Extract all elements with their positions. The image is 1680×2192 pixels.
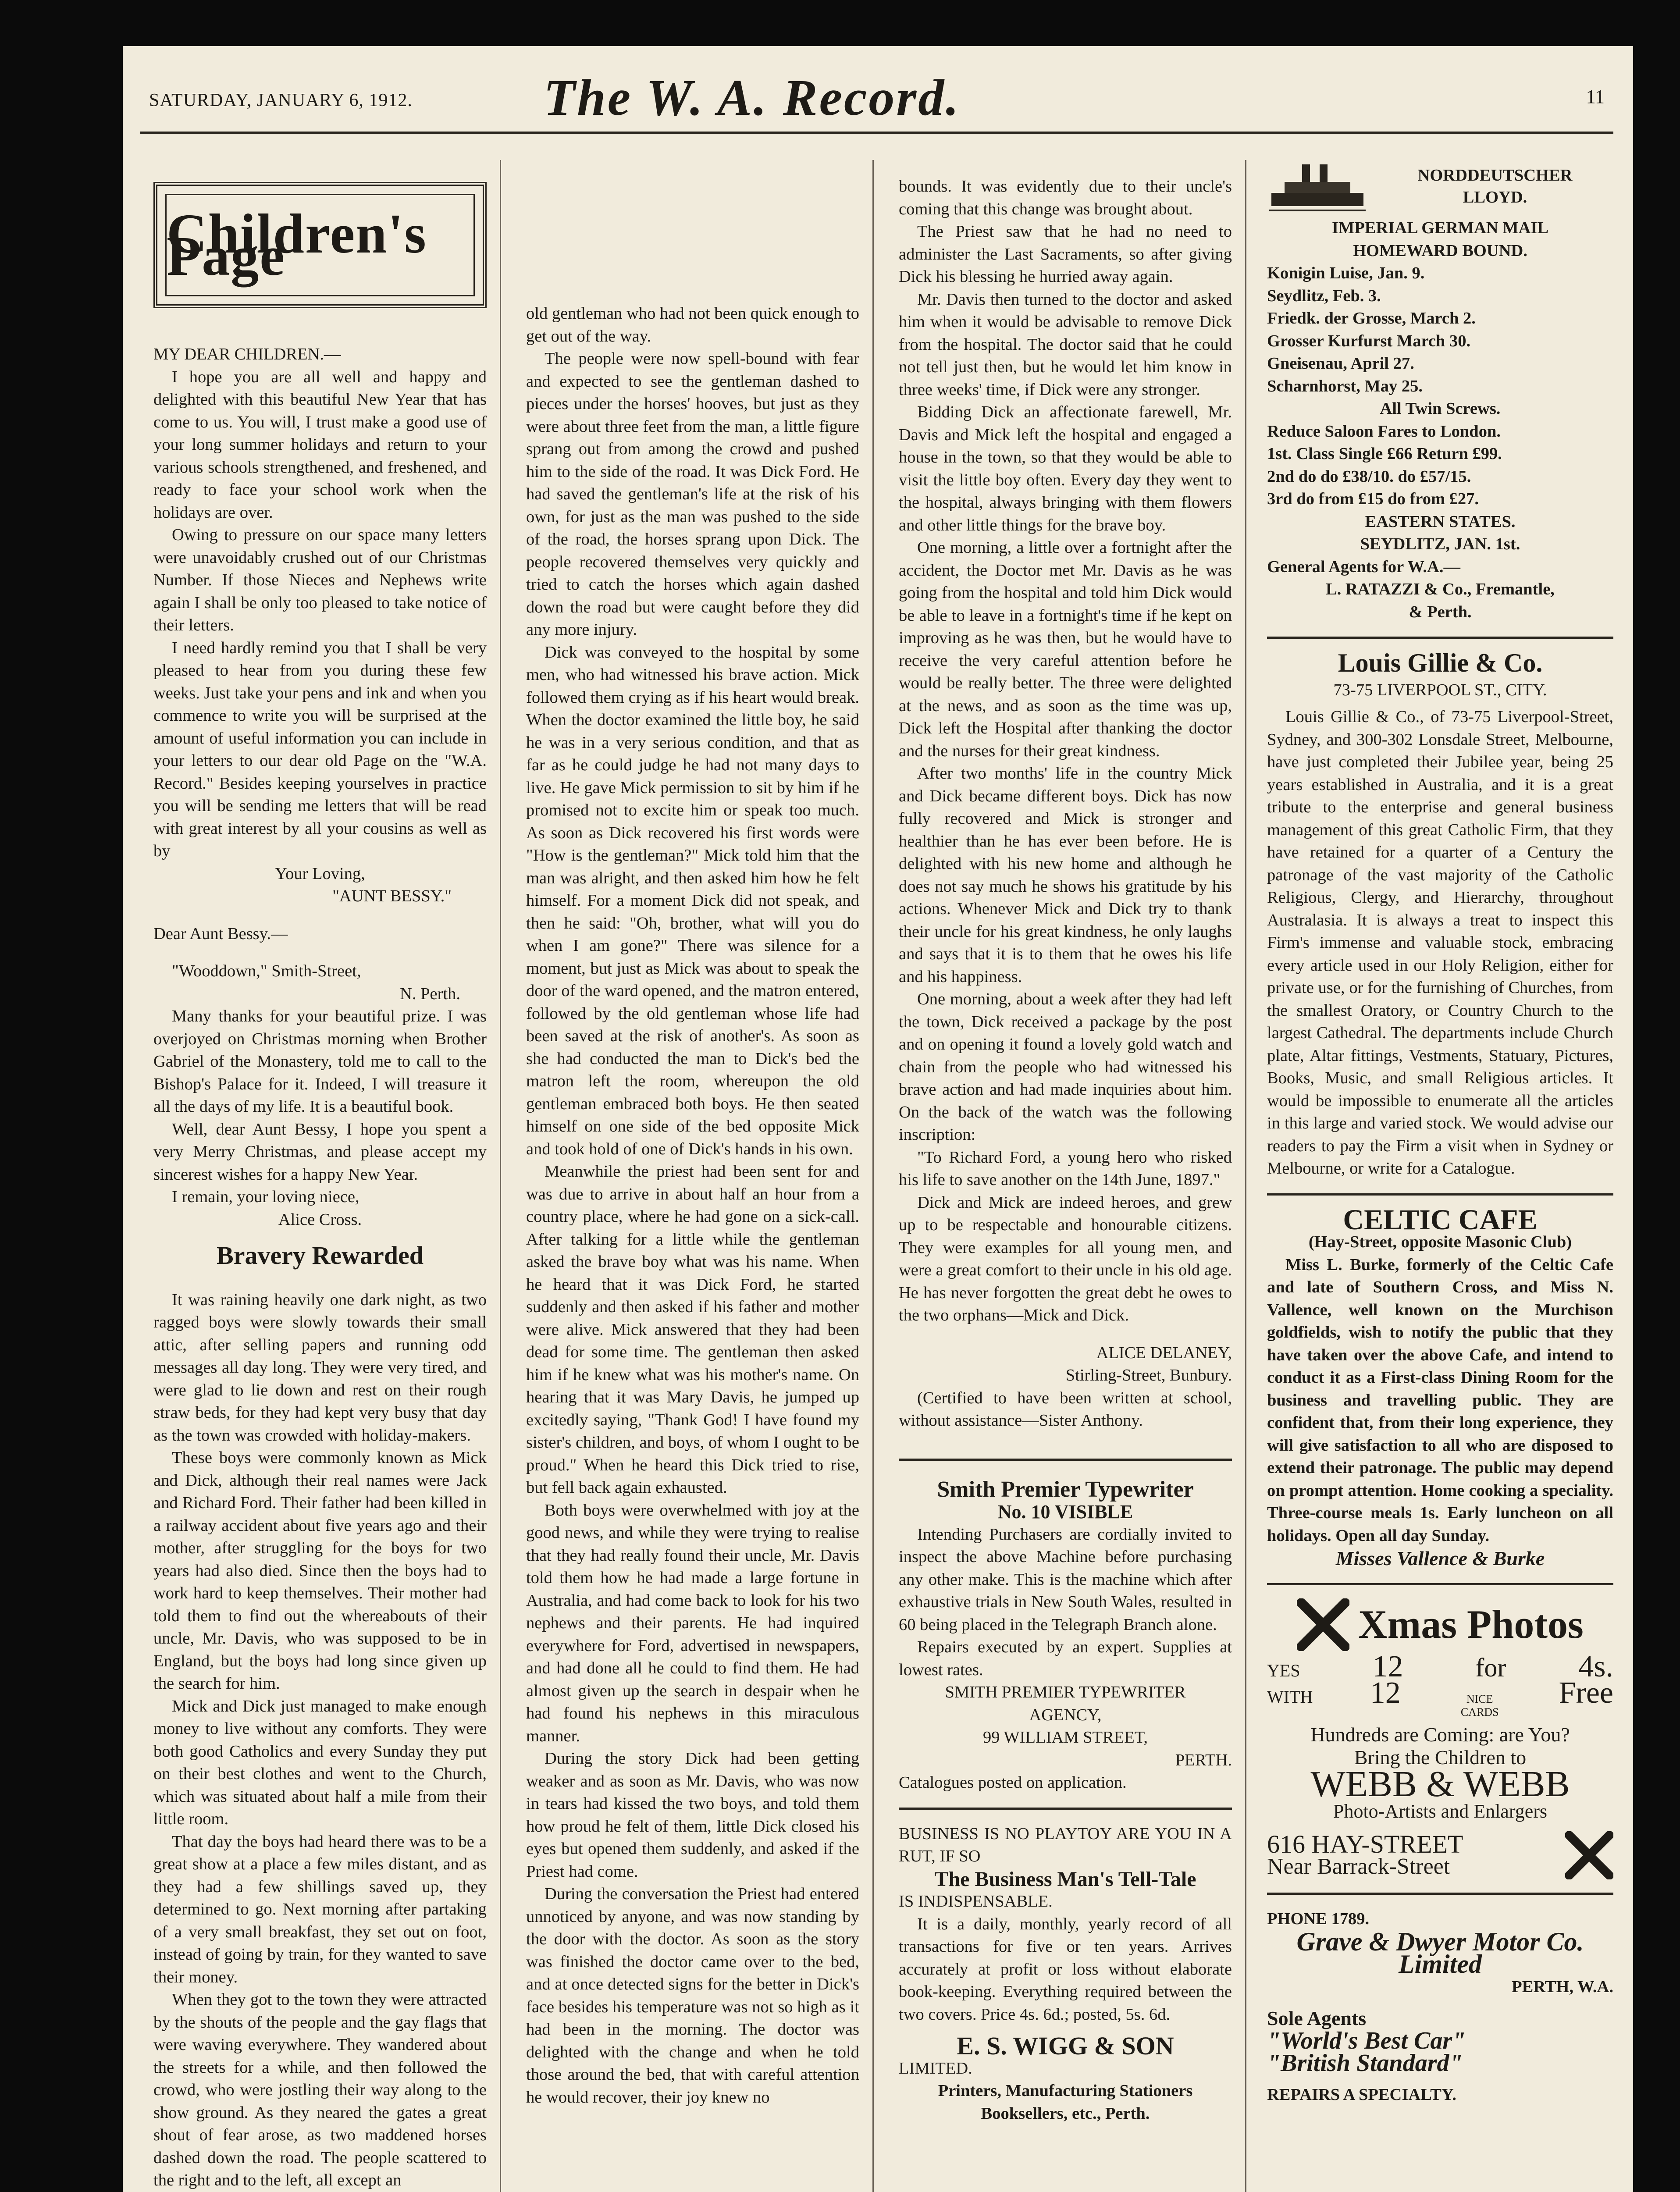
fare-row: Reduce Saloon Fares to London. xyxy=(1267,422,1501,441)
webb-free: Free xyxy=(1559,1676,1613,1710)
webb-twelve: 12 xyxy=(1372,1649,1403,1683)
wigg-limited: LIMITED. xyxy=(899,2059,972,2078)
wigg-title: The Business Man's Tell-Tale xyxy=(934,1867,1196,1891)
issue-date: SATURDAY, JANUARY 6, 1912. xyxy=(149,90,413,110)
paragraph: It was raining heavily one dark night, as two ragged boys were slowly towards their small attic, after selling papers and running odd messages all day long. They were very tired, and were glad to lie down and rest on their rough straw beds, for they had kept very busy that day as the town was crowded with holiday-makers. xyxy=(153,1290,487,1445)
lloyd-mail: IMPERIAL GERMAN MAIL xyxy=(1331,219,1549,237)
cross-mark-icon xyxy=(1297,1598,1349,1651)
smith-agency: SMITH PREMIER TYPEWRITER xyxy=(945,1683,1186,1701)
lloyd-line: LLOYD. xyxy=(1463,188,1527,206)
smith-body: Intending Purchasers are cordially invited to inspect the above Machine before purchasing any other make. This is the machine which after exhaustive trials in New South Wales, resulted in 60 being placed in the Telegraph Branch alone. xyxy=(899,1525,1232,1634)
smith-premier-ad xyxy=(899,1478,1232,1810)
webb-price: 4s. xyxy=(1578,1649,1613,1683)
story-certificate: (Certified to have been written at school, without assistance—Sister Anthony. xyxy=(899,1388,1232,1430)
paragraph: Owing to pressure on our space many letters were unavoidably crushed out of our Christmas Number. If those Nieces and Nephews write again I shall be only too pleased to take notice of their letters. xyxy=(153,526,487,634)
aunt-bessy-letter xyxy=(153,343,487,908)
celtic-ad xyxy=(1267,1203,1613,1585)
webb-near: Near Barrack-Street xyxy=(1267,1854,1450,1879)
paragraph: I hope you are all well and happy and delighted with this beautiful New Year that has come to us. You will, I trust make a good use of your long summer holidays and return to your various schools strengthened, and freshened, and ready to face your school work when the holidays are over. xyxy=(153,367,487,522)
lloyd-agents: General Agents for W.A.— xyxy=(1267,557,1460,576)
grave-name: Grave & Dwyer Motor Co. xyxy=(1296,1927,1584,1956)
paragraph: The Priest saw that he had no need to administer the Last Sacraments, so after giving Dick his blessing he hurried away again. xyxy=(899,222,1232,286)
celtic-title: CELTIC CAFE xyxy=(1343,1203,1538,1236)
newspaper-page xyxy=(123,46,1633,2192)
webb-twelve: 12 xyxy=(1370,1676,1401,1710)
column-2 xyxy=(526,302,859,2109)
column-divider xyxy=(500,160,501,2192)
wigg-indispensable: IS INDISPENSABLE. xyxy=(899,1892,1053,1911)
paragraph: Dick was conveyed to the hospital by some men, who had witnessed his brave action. Mick followed them crying as if his heart would break. When the doctor examined the little boy, he said he was in a very serious condition, and that as far as he could judge he had not many days to live. He gave Mick permission to sit by him if he promised not to excite him or speak too much. As soon as Dick recovered his first words were "How is the gentleman?" Mick told him that the man was alright, and then asked him how he felt himself. For a moment Dick did not speak, and then he said: "Oh, brother, what will you do when I am gone?" There was silence for a moment, but just as Mick was about to speak the door of the ward opened, and the matron entered, followed by the old gentleman whose life had been saved at the risk of another's. As soon as she had conducted the man to Dick's bed the matron left the room, whereupon the old gentleman embraced both boys. He then seated himself on one side of the bed opposite Mick and took hold of one of Dick's hands in his own. xyxy=(526,643,859,1158)
reply-signature: Alice Cross. xyxy=(278,1210,362,1229)
story-text xyxy=(899,175,1232,1327)
paragraph: One morning, about a week after they had left the town, Dick received a package by the post and on opening it found a lovely gold watch and chain from the people who had witnessed his brave action and had made inquiries about him. On the back of the watch was the following inscription: xyxy=(899,990,1232,1144)
steamship-icon xyxy=(1267,156,1368,217)
webb-artists: Photo-Artists and Enlargers xyxy=(1333,1800,1548,1822)
banner-title: Children's Page xyxy=(167,202,427,287)
fare-row: 1st. Class Single £66 Return £99. xyxy=(1267,445,1502,463)
paragraph: Mr. Davis then turned to the doctor and asked him when it would be advisable to remove Dick from the hospital. The doctor said that he could not tell just then, but he would let him know in three weeks' time, if Dick were any stronger. xyxy=(899,290,1232,399)
webb-with: WITH xyxy=(1267,1687,1313,1707)
lloyd-eastern: EASTERN STATES. xyxy=(1365,512,1516,531)
story-title: Bravery Rewarded xyxy=(217,1241,424,1270)
column-divider xyxy=(1245,160,1246,2192)
cross-mark-icon xyxy=(1565,1831,1613,1879)
lloyd-sailings xyxy=(1267,262,1613,398)
paragraph: Mick and Dick just managed to make enough money to live without any comforts. They were both good Catholics and every Sunday they put on their best clothes and went to the Church, which was situated about half a mile from their little room. xyxy=(153,1697,487,1828)
gillie-body: Louis Gillie & Co., of 73-75 Liverpool-Street, Sydney, and 300-302 Lonsdale Street, Melbourne, have just completed their Jubilee year, being 25 years established in Australia, and it is a great tribute to the enterprise and general business management of this great Catholic Firm, that they have retained for a quarter of a Century the patronage of the vast majority of the Catholic Religious, Clergy, and Hierarchy, throughout Australasia. It is always a treat to inspect this Firm's immense and valuable stock, embracing every article used in our Holy Religion, either for private use, or for the furnishing of Churches, from the smallest Oratory, or Country Church to the largest Cathedral. The departments include Church plate, Altar fittings, Vestments, Statuary, Pictures, Books, Music, and small Religious articles. It would be impossible to enumerate all the articles in this large and varied stock. We would advise our readers to pay the Firm a visit when in Sydney or Melbourne, or write for a Catalogue. xyxy=(1267,708,1613,1178)
paragraph: "To Richard Ford, a young hero who risked his life to save another on the 14th June, 1897." xyxy=(899,1148,1232,1189)
grave-repairs: REPAIRS A SPECIALTY. xyxy=(1267,2085,1456,2104)
lloyd-seydlitz: SEYDLITZ, JAN. 1st. xyxy=(1360,535,1520,553)
gillie-ad xyxy=(1267,648,1613,1196)
celtic-signed: Misses Vallence & Burke xyxy=(1335,1547,1545,1569)
masthead: The W. A. Record. xyxy=(544,69,961,126)
paragraph: "AUNT BESSY." xyxy=(332,887,452,905)
grave-sole: Sole Agents xyxy=(1267,2007,1367,2029)
sailing-row: Grosser Kurfurst March 30. xyxy=(1267,331,1471,350)
smith-title: Smith Premier Typewriter xyxy=(937,1477,1194,1502)
reply-salutation: Dear Aunt Bessy.— xyxy=(153,924,288,943)
page-number: 11 xyxy=(1586,86,1605,107)
webb-for: for xyxy=(1475,1653,1506,1682)
section-rule xyxy=(899,1432,1232,1461)
smith-subtitle: No. 10 VISIBLE xyxy=(997,1501,1133,1523)
fare-row: 2nd do do £38/10. do £57/15. xyxy=(1267,467,1471,486)
reply-letter-body xyxy=(153,1005,487,1186)
paragraph: old gentleman who had not been quick enough to get out of the way. xyxy=(526,304,859,345)
reply-closing: I remain, your loving niece, xyxy=(172,1188,359,1206)
paragraph: When they got to the town they were attracted by the shouts of the people and the gay flags that were waving everywhere. They wandered about the streets for a while, and then followed the crowd, who were jostling their way along to the show ground. As they neared the gates a great shout of fear arose, as two maddened horses dashed down the road. The people scattered to the right and to the left, all except an xyxy=(153,1990,487,2189)
grave-dwyer-ad xyxy=(1267,1908,1613,2106)
paragraph: The people were now spell-bound with fear and expected to see the gentleman dashed to pieces under the horses' hooves, but just as they were about three feet from the man, a little figure sprang out from among the crowd and pushed him to the side of the road. It was Dick Ford. He had saved the gentleman's life at the risk of his own, for just as the man was pushed to the side of the road, the horses sprang upon Dick. The people recovered themselves very quickly and tried to catch the horses which again dashed down the road but were caught before they did any more injury. xyxy=(526,349,859,639)
wigg-body: It is a daily, monthly, yearly record of all transactions for five or ten years. Arrives accurately at profit or loss without elaborate book-keeping. Everything required between the two covers. Price 4s. 6d.; posted, 5s. 6d. xyxy=(899,1914,1232,2024)
paragraph: Many thanks for your beautiful prize. I was overjoyed on Christmas morning when Brother Gabriel of the Monastery, told me to call to the Bishop's Palace for it. Indeed, I will treasure it all the days of my life. It is a beautiful book. xyxy=(153,1007,487,1116)
sailing-row: Seydlitz, Feb. 3. xyxy=(1267,286,1381,305)
banner-frame xyxy=(165,194,475,296)
paragraph: Both boys were overwhelmed with joy at the good news, and while they were trying to realise that they had really found their uncle, Mr. Davis told them how he had made a large fortune in Australia, and had come back to look for his two nephews and their parents. He had inquired everywhere for Ford, advertised in newspapers, and had done all he could to find them. He had almost given up the search in despair when he had found his nephews in this miraculous manner. xyxy=(526,1501,859,1745)
page-header xyxy=(149,69,1609,126)
paragraph: Dick and Mick are indeed heroes, and grew up to be respectable and honourable citizens. They were examples for all young men, and were a great comfort to their uncle in his old age. He has never forgotten the great debt he owes to the two orphans—Mick and Dick. xyxy=(899,1193,1232,1324)
smith-repairs: Repairs executed by an expert. Supplies at lowest rates. xyxy=(899,1638,1232,1679)
paragraph: Bidding Dick an affectionate farewell, Mr. Davis and Mick left the hospital and engaged a house in the town, so that they would be able to visit the little boy often. Every day they went to the hospital, always bringing with them flowers and other little things for the brave boy. xyxy=(899,403,1232,534)
column-divider xyxy=(872,160,874,2192)
story-author-address: Stirling-Street, Bunbury. xyxy=(1065,1366,1232,1384)
paragraph: MY DEAR CHILDREN.— xyxy=(153,345,341,363)
paragraph: bounds. It was evidently due to their uncle's coming that this change was brought about. xyxy=(899,177,1232,218)
webb-ad xyxy=(1267,1598,1613,1895)
story-author: ALICE DELANEY, xyxy=(1096,1343,1232,1362)
paragraph: Your Loving, xyxy=(275,864,365,883)
story-text xyxy=(526,302,859,2109)
reply-address-line: N. Perth. xyxy=(400,984,460,1003)
grave-limited: Limited xyxy=(1399,1950,1482,1978)
lloyd-perth: & Perth. xyxy=(1409,602,1472,621)
fare-row: 3rd do from £15 do from £27. xyxy=(1267,490,1479,508)
webb-xmas: Xmas Photos xyxy=(1358,1601,1584,1647)
lloyd-line: NORDDEUTSCHER xyxy=(1417,166,1573,185)
grave-phone: PHONE 1789. xyxy=(1267,1910,1370,1928)
lloyd-ratazzi: L. RATAZZI & Co., Fremantle, xyxy=(1326,580,1555,598)
reply-address-line: "Wooddown," Smith-Street, xyxy=(172,962,361,980)
paragraph: I need hardly remind you that I shall be very pleased to hear from you during these few weeks. Just take your pens and ink and when you commence to write you will be surprised at the amount of useful information you can include in your letters to our dear old Page on the "W.A. Record." Besides keeping yourselves in practice you will be sending me letters that will be read with great interest by all your cousins as well as by xyxy=(153,638,487,860)
lloyd-header xyxy=(1267,156,1613,217)
story-text xyxy=(153,1289,487,2192)
wigg-ad xyxy=(899,1823,1232,2125)
paragraph: That day the boys had heard there was to be a great show at a place a few miles distant, and as they had a few shillings saved up, they determined to go. Next morning after partaking of a very small breakfast, they set out on foot, instead of going by train, for they wanted to save their money. xyxy=(153,1832,487,1986)
webb-name: WEBB & WEBB xyxy=(1310,1764,1570,1804)
column-4 xyxy=(1267,156,1613,2106)
paragraph: Meanwhile the priest had been sent for and was due to arrive in about half an hour from a country place, where he had gone on a sick-call. After talking for a little while the gentleman asked the brave boy what was his name. When he heard that it was Dick Ford, he started suddenly and then asked if his father and mother were alive. Mick answered that they had been dead for some time. The gentleman then asked him if he knew what was his mother's name. On hearing that it was Mary Davis, he jumped up excitedly saying, "Thank God! I have found my sister's children, and boys, of whom I ought to be proud." When he heard this Dick tried to rise, but fell back again exhausted. xyxy=(526,1162,859,1497)
smith-agency: AGENCY, xyxy=(1029,1705,1102,1724)
sailing-row: Konigin Luise, Jan. 9. xyxy=(1267,264,1425,282)
grave-car: "World's Best Car" xyxy=(1267,2027,1466,2054)
webb-nice-cards: NICE CARDS xyxy=(1460,1693,1499,1719)
celtic-location: (Hay-Street, opposite Masonic Club) xyxy=(1308,1233,1572,1251)
header-rule xyxy=(140,132,1613,134)
grave-car: "British Standard" xyxy=(1267,2050,1463,2077)
webb-hundreds: Hundreds are Coming: are You? xyxy=(1310,1723,1570,1746)
lloyd-homeward: HOMEWARD BOUND. xyxy=(1353,241,1527,260)
wigg-intro: BUSINESS IS NO PLAYTOY ARE YOU IN A RUT, IF SO xyxy=(899,1824,1232,1865)
column-3 xyxy=(899,175,1232,2125)
wigg-desc: Printers, Manufacturing Stationers Booksellers, etc., Perth. xyxy=(938,2082,1193,2123)
grave-city: PERTH, W.A. xyxy=(1512,1977,1613,1996)
gillie-title: Louis Gillie & Co. xyxy=(1338,648,1543,677)
paragraph: One morning, a little over a fortnight after the accident, the Doctor met Mr. Davis as he was going from the hospital and told him Dick would be able to leave in a fortnight's time if he kept on improving as he was then, but he would have to receive the very careful attention before he would be really better. The three were delighted at the news, and as soon as the time was up, Dick left the Hospital after thanking the doctor and the nurses for their great kindness. xyxy=(899,538,1232,760)
smith-catalogues: Catalogues posted on application. xyxy=(899,1773,1127,1792)
webb-yes: YES xyxy=(1267,1660,1300,1680)
paragraph: During the conversation the Priest had entered unnoticed by anyone, and was now standing by the door with the doctor. As soon as the story was finished the doctor came over to the bed, and at once detected signs for the better in Dick's face besides his temperature was not so high as it had been in the morning. The doctor was delighted with the change and when he told those around the bed, that with careful attention he would recover, their joy knew no xyxy=(526,1885,859,2107)
sailing-row: Friedk. der Grosse, March 2. xyxy=(1267,309,1476,327)
lloyd-twin: All Twin Screws. xyxy=(1380,399,1501,418)
smith-city: PERTH. xyxy=(1175,1751,1232,1769)
webb-street: 616 HAY-STREET xyxy=(1267,1829,1463,1858)
sailing-row: Scharnhorst, May 25. xyxy=(1267,377,1423,395)
lloyd-fares xyxy=(1267,420,1613,511)
childrens-page-banner xyxy=(153,182,487,308)
webb-bring: Bring the Children to xyxy=(1354,1746,1527,1769)
wigg-firm: E. S. WIGG & SON xyxy=(957,2032,1174,2060)
paragraph: Well, dear Aunt Bessy, I hope you spent a very Merry Christmas, and please accept my sincerest wishes for a happy New Year. xyxy=(153,1120,487,1184)
paragraph: During the story Dick had been getting weaker and as soon as Mr. Davis, who was now in tears had kissed the two boys, and told them how proud he felt of them, little Dick closed his eyes but opened them suddenly, and asked if the Priest had come. xyxy=(526,1749,859,1881)
column-1 xyxy=(153,156,487,2192)
paragraph: After two months' life in the country Mick and Dick became different boys. Dick has now fully recovered and Mick is stronger and healthier than he has ever been before. He is delighted with his new home and although he does not say much he shows his gratitude by his actions. Whenever Mick and Dick try to thank their uncle for his great kindness, he only laughs and says that it is to them that he owes his life and his happiness. xyxy=(899,764,1232,986)
lloyd-ad xyxy=(1267,156,1613,639)
smith-street: 99 WILLIAM STREET, xyxy=(982,1728,1148,1747)
gillie-address: 73-75 LIVERPOOL ST., CITY. xyxy=(1333,680,1547,699)
paragraph: These boys were commonly known as Mick and Dick, although their real names were Jack and Richard Ford. Their father had been killed in a railway accident about five years ago and their mother, after struggling for the boys for two years had also died. Since then the boys had to work hard to keep themselves. Their mother had told them to find out the whereabouts of their uncle, Mr. Davis, who was supposed to be in England, but the boys had long since given up the search for him. xyxy=(153,1448,487,1693)
celtic-body: Miss L. Burke, formerly of the Celtic Cafe and late of Southern Cross, and Miss N. Vallence, well known on the Murchison goldfields, wish to notify the public that they have taken over the above Cafe, and intend to conduct it as a First-class Dining Room for the business and travelling public. They are confident that, from their long experience, they will give satisfaction to all who are disposed to extend their patronage. The public may depend on prompt attention. Home cooking a speciality. Three-course meals 1s. Early luncheon on all holidays. Open all day Sunday. xyxy=(1267,1255,1613,1545)
sailing-row: Gneisenau, April 27. xyxy=(1267,354,1414,373)
